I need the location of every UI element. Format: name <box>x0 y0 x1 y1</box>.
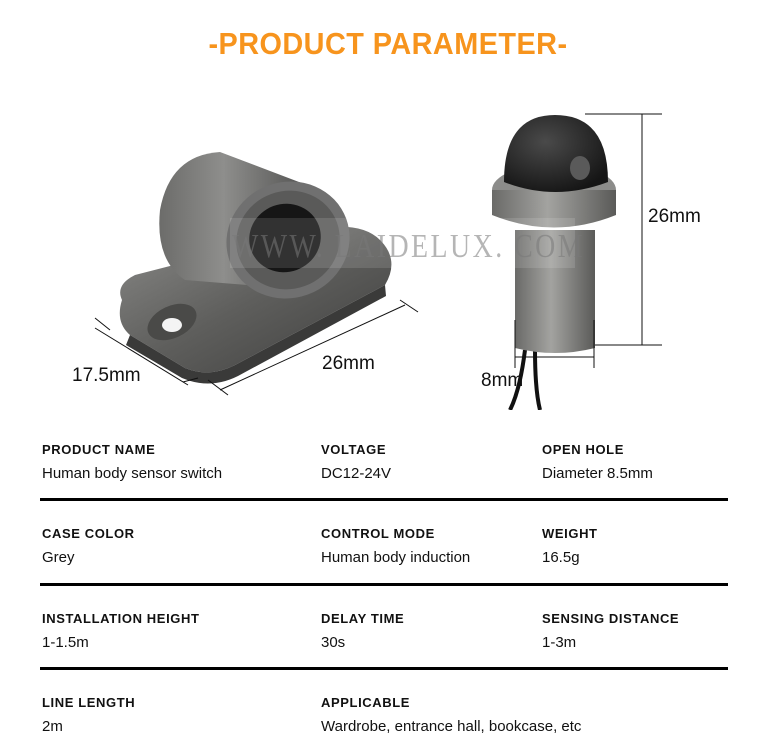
spec-label: PRODUCT NAME <box>42 442 156 457</box>
page-title: -PRODUCT PARAMETER- <box>208 26 568 61</box>
spec-label: INSTALLATION HEIGHT <box>42 611 200 626</box>
spec-label: CASE COLOR <box>42 526 135 541</box>
watermark: WWW. LAIDELUX. COM <box>232 228 585 265</box>
spec-value: Human body sensor switch <box>42 465 223 482</box>
sensor-height-dimension: 26mm <box>648 206 701 227</box>
divider <box>40 583 728 586</box>
spec-control-mode <box>321 526 470 566</box>
spec-line-length <box>42 695 135 735</box>
sensor-diameter-dimension: 8mm <box>481 370 524 391</box>
spec-open-hole <box>542 442 653 482</box>
bracket-width-dimension: 17.5mm <box>72 365 141 386</box>
spec-value: 1-3m <box>542 634 577 651</box>
spec-label: APPLICABLE <box>321 695 411 710</box>
spec-label: DELAY TIME <box>321 611 405 626</box>
spec-label: CONTROL MODE <box>321 526 435 541</box>
bracket-length-dimension: 26mm <box>322 353 375 374</box>
spec-label: OPEN HOLE <box>542 442 624 457</box>
spec-delay-time <box>321 611 404 651</box>
spec-value: 1-1.5m <box>42 634 89 651</box>
spec-value: 16.5g <box>542 549 580 566</box>
spec-value: Human body induction <box>321 549 471 566</box>
spec-value: 2m <box>42 718 63 735</box>
spec-applicable <box>321 695 581 735</box>
spec-sensing-distance <box>542 611 679 651</box>
spec-case-color <box>42 526 135 566</box>
spec-value: Wardrobe, entrance hall, bookcase, etc <box>321 718 582 735</box>
spec-value: Diameter 8.5mm <box>542 465 653 482</box>
spec-value: Grey <box>42 549 75 566</box>
spec-label: SENSING DISTANCE <box>542 611 680 626</box>
spec-installation-height <box>42 611 200 651</box>
spec-value: 30s <box>321 634 346 651</box>
spec-label: WEIGHT <box>542 526 598 541</box>
spec-value: DC12-24V <box>321 465 392 482</box>
spec-label: LINE LENGTH <box>42 695 136 710</box>
divider <box>40 498 728 501</box>
spec-product-name <box>42 442 222 482</box>
spec-label: VOLTAGE <box>321 442 387 457</box>
divider <box>40 667 728 670</box>
spec-weight <box>542 526 598 566</box>
spec-voltage <box>321 442 391 482</box>
